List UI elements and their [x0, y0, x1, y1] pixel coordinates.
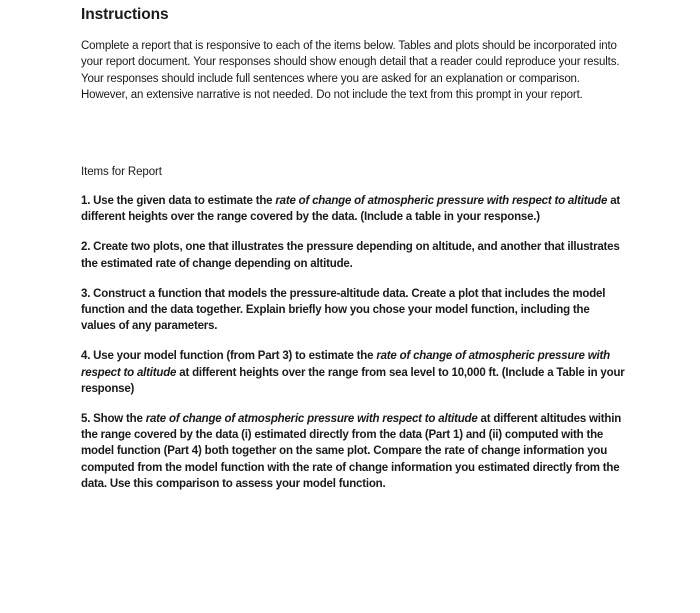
item-5-text-b: at different altitudes within the range covered by the data (i) estimated directly from the data (Part 1) and (ii) computed with the model function (Part 4) both together on the same plot. Compare the rate of change information you computed from the model function with the rate of change information you estimated directly from the data. Use this comparison to assess your model function. [81, 413, 622, 490]
item-4-text-b: at different heights over the range from sea level to 10,000 ft. (Include a Table in your response) [81, 366, 625, 395]
item-4-emphasis: rate of change of atmospheric pressure with respect to altitude [81, 350, 610, 379]
item-1-text-b: at different heights over the range covered by the data. (Include a table in your response.) [81, 195, 621, 224]
item-5-text-a: 5. Show the [81, 413, 146, 426]
intro-paragraph: Complete a report that is responsive to each of the items below. Tables and plots should be incorporated into your report document. Your responses should show enough detail that a reader could reproduce your results. Your responses should include full sentences where you are asked for an explanation or comparison. However, an extensive narrative is not needed. Do not include the text from this prompt in your report. [81, 40, 620, 102]
item-3-text-a: 3. Construct a function that models the pressure-altitude data. Create a plot that includes the model function and the data together. Explain briefly how you chose your model function, including the values of any parameters. [81, 287, 606, 333]
item-5-emphasis: rate of change of atmospheric pressure with respect to altitude [145, 413, 478, 426]
item-2 [81, 239, 626, 271]
item-1-emphasis: rate of change of atmospheric pressure with respect to altitude [275, 195, 608, 207]
item-3 [81, 286, 626, 335]
item-1-text-a: 1. Use the given data to estimate the [81, 195, 276, 207]
item-2-text-a: 2. Create two plots, one that illustrates the pressure depending on altitude, and another that illustrates the estimated rate of change depending on altitude. [81, 241, 620, 270]
item-1 [81, 193, 626, 225]
item-4-text-a: 4. Use your model function (from Part 3) to estimate the [81, 350, 377, 363]
page-title: Instructions [81, 6, 169, 23]
item-4 [81, 348, 626, 397]
items-list [81, 193, 626, 506]
items-heading: Items for Report [81, 166, 162, 178]
item-5 [81, 411, 626, 492]
